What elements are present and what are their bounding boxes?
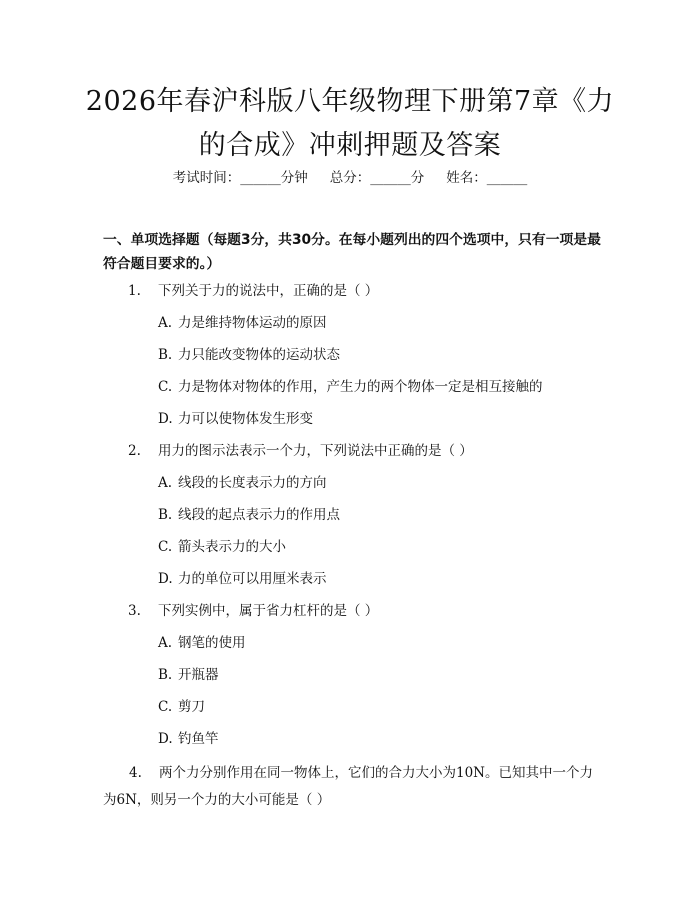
- question-number: 2.: [128, 443, 141, 459]
- question-4: [103, 760, 603, 814]
- option-3c: [158, 697, 205, 717]
- student-name: 姓名：______: [446, 170, 528, 186]
- section-heading: 一、单项选择题（每题3分，共30分。在每小题列出的四个选项中，只有一项是最符合题目要求的。）: [103, 232, 601, 272]
- option-1a: [158, 313, 327, 333]
- option-1d: [158, 409, 313, 429]
- question-text: 下列实例中，属于省力杠杆的是（ ）: [158, 603, 379, 619]
- option-1c: [158, 377, 543, 397]
- question-number: 3.: [128, 603, 141, 619]
- option-text: 钢笔的使用: [178, 635, 246, 651]
- option-letter: B.: [158, 347, 173, 363]
- exam-meta: [0, 168, 700, 188]
- option-3a: [158, 633, 246, 653]
- question-text: 下列关于力的说法中，正确的是（ ）: [158, 283, 379, 299]
- option-letter: A.: [158, 475, 173, 491]
- option-letter: D.: [158, 731, 173, 747]
- option-letter: C.: [158, 379, 173, 395]
- question-1: [128, 281, 378, 301]
- option-3b: [158, 665, 219, 685]
- option-text: 线段的起点表示力的作用点: [178, 507, 340, 523]
- option-text: 力是物体对物体的作用，产生力的两个物体一定是相互接触的: [178, 379, 543, 395]
- option-1b: [158, 345, 340, 365]
- question-2: [128, 441, 473, 461]
- question-text: 用力的图示法表示一个力，下列说法中正确的是（ ）: [158, 443, 473, 459]
- option-letter: D.: [158, 571, 173, 587]
- option-letter: B.: [158, 667, 173, 683]
- option-2c: [158, 537, 286, 557]
- option-2a: [158, 473, 327, 493]
- question-number: 1.: [128, 283, 141, 299]
- option-letter: D.: [158, 411, 173, 427]
- exam-time: 考试时间：______分钟: [172, 170, 308, 186]
- option-letter: C.: [158, 539, 173, 555]
- option-text: 开瓶器: [178, 667, 219, 683]
- option-letter: B.: [158, 507, 173, 523]
- option-text: 钓鱼竿: [178, 731, 219, 747]
- option-text: 力可以使物体发生形变: [178, 411, 313, 427]
- option-text: 力只能改变物体的运动状态: [178, 347, 340, 363]
- option-text: 力的单位可以用厘米表示: [178, 571, 327, 587]
- total-score: 总分：______分: [329, 170, 425, 186]
- option-letter: A.: [158, 635, 173, 651]
- option-text: 线段的长度表示力的方向: [178, 475, 327, 491]
- option-text: 剪刀: [178, 699, 205, 715]
- option-2b: [158, 505, 340, 525]
- option-text: 箭头表示力的大小: [178, 539, 286, 555]
- document-title: 2026年春沪科版八年级物理下册第7章《力的合成》冲刺押题及答案: [85, 86, 615, 161]
- question-3: [128, 601, 378, 621]
- question-number: 4.: [129, 765, 142, 781]
- option-letter: C.: [158, 699, 173, 715]
- option-3d: [158, 729, 219, 749]
- option-text: 力是维持物体运动的原因: [178, 315, 327, 331]
- option-letter: A.: [158, 315, 173, 331]
- question-text: 两个力分别作用在同一物体上，它们的合力大小为10N。已知其中一个力为6N，则另一个力的大小可能是（ ）: [103, 765, 593, 808]
- option-2d: [158, 569, 327, 589]
